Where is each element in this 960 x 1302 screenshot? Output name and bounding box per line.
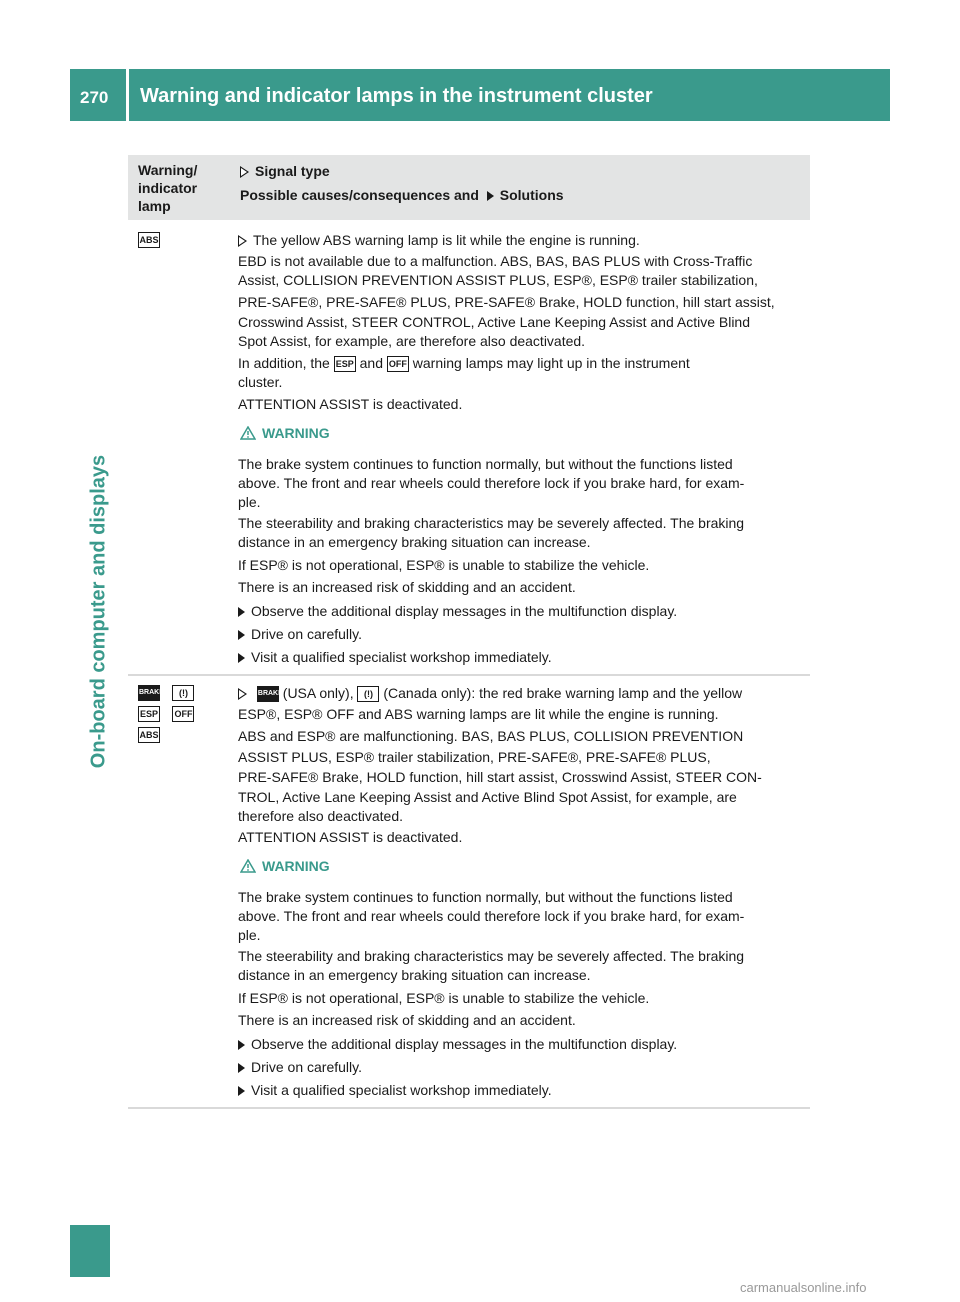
watermark: carmanualsonline.info [740, 1280, 867, 1295]
row1-bullet: Visit a qualified specialist workshop immediately. [238, 648, 810, 667]
row1-warning-line: If ESP® is not operational, ESP® is unable to stabilize the vehicle. [238, 557, 650, 573]
esp-lamp-icon: ESP [334, 356, 356, 372]
row2-line: TROL, Active Lane Keeping Assist and Active Blind Spot Assist, for example, are [238, 789, 737, 805]
table-header-signal: Signal type [240, 163, 330, 179]
row1-line: PRE-SAFE®, PRE-SAFE® PLUS, PRE-SAFE® Brake, HOLD function, hill start assist, [238, 294, 775, 310]
row1-line: Crosswind Assist, STEER CONTROL, Active Lane Keeping Assist and Active Blind [238, 314, 750, 330]
row1-signal: The yellow ABS warning lamp is lit while the engine is running. [238, 231, 810, 250]
row1-addition: In addition, the ESP and OFF warning lamps may light up in the instrument [238, 355, 690, 371]
row2-line: therefore also deactivated. [238, 808, 403, 824]
bullet-arrow-icon [238, 1086, 245, 1096]
row2-warning-line: ple. [238, 927, 261, 943]
bullet-arrow-icon [238, 607, 245, 617]
esp-lamp-icon: ESP [138, 706, 160, 722]
row1-line: ATTENTION ASSIST is deactivated. [238, 396, 463, 412]
abs-lamp-icon: ABS [138, 232, 160, 248]
row2-line: ABS and ESP® are malfunctioning. BAS, BAS PLUS, COLLISION PREVENTION [238, 728, 744, 744]
row1-line: EBD is not available due to a malfunction. ABS, BAS, BAS PLUS with Cross-Traffic [238, 253, 753, 269]
signal-arrow-icon [240, 166, 249, 178]
row1-bullet: Observe the additional display messages in the multifunction display. [238, 602, 810, 621]
row1-lamp-icons [138, 231, 160, 249]
row2-line: PRE-SAFE® Brake, HOLD function, hill start assist, Crosswind Assist, STEER CON- [238, 769, 762, 785]
row1-warning-line: ple. [238, 494, 261, 510]
side-tab-label: On-board computer and displays [87, 454, 110, 769]
row1-line: Assist, COLLISION PREVENTION ASSIST PLUS, ESP®, ESP® trailer stabilization, [238, 272, 758, 288]
row1-line: Spot Assist, for example, are therefore also deactivated. [238, 333, 586, 349]
row2-line: ATTENTION ASSIST is deactivated. [238, 829, 463, 845]
row2-warning-line: The steerability and braking characteristics may be severely affected. The braking [238, 948, 745, 964]
row1-warning-line: The brake system continues to function normally, but without the functions listed [238, 456, 733, 472]
page-title: Warning and indicator lamps in the instrument cluster [140, 85, 653, 107]
esp-off-lamp-icon: OFF [387, 356, 409, 372]
row2-warning-line: There is an increased risk of skidding and an accident. [238, 1012, 576, 1028]
table-header-lamp: Warning/ indicator lamp [138, 162, 198, 214]
row1-line: cluster. [238, 374, 283, 390]
abs-lamp-icon: ABS [138, 727, 160, 743]
bullet-arrow-icon [238, 653, 245, 663]
row2-bullet: Observe the additional display messages in the multifunction display. [238, 1035, 810, 1054]
brake-circle-lamp-icon: (!) [357, 686, 379, 702]
row2-warning-line: above. The front and rear wheels could therefore lock if you brake hard, for exam- [238, 908, 745, 924]
bullet-arrow-icon [238, 1063, 245, 1073]
row-divider [128, 674, 810, 676]
bullet-arrow-icon [238, 1040, 245, 1050]
row2-warning-line: distance in an emergency braking situation can increase. [238, 967, 591, 983]
brake-lamp-icon: BRAKE [257, 686, 279, 702]
row2-bullet: Drive on carefully. [238, 1058, 810, 1077]
row2-warning-line: If ESP® is not operational, ESP® is unable to stabilize the vehicle. [238, 990, 650, 1006]
solution-arrow-icon [487, 191, 494, 201]
row1-warning-title: WARNING [240, 425, 330, 441]
row2-lamp-icons [138, 684, 194, 744]
row1-warning-line: There is an increased risk of skidding and an accident. [238, 579, 576, 595]
row2-signal: BRAKE (USA only), (!) (Canada only): the red brake warning lamp and the yellow [238, 684, 810, 703]
row2-warning-line: The brake system continues to function normally, but without the functions listed [238, 889, 733, 905]
brake-circle-lamp-icon: (!) [172, 685, 194, 701]
table-header-causes: Possible causes/consequences and Solutions [240, 187, 564, 203]
brake-lamp-icon: BRAKE [138, 685, 160, 701]
row1-warning-line: distance in an emergency braking situation can increase. [238, 534, 591, 550]
row1-bullet: Drive on carefully. [238, 625, 810, 644]
row1-warning-line: above. The front and rear wheels could therefore lock if you brake hard, for exam- [238, 475, 745, 491]
bullet-arrow-icon [238, 630, 245, 640]
row2-bullet: Visit a qualified specialist workshop immediately. [238, 1081, 810, 1100]
row1-warning-line: The steerability and braking characteristics may be severely affected. The braking [238, 515, 745, 531]
row-divider [128, 1107, 810, 1109]
row2-line: ASSIST PLUS, ESP® trailer stabilization, PRE-SAFE®, PRE-SAFE® PLUS, [238, 749, 711, 765]
signal-arrow-icon [238, 235, 247, 247]
signal-arrow-icon [238, 688, 247, 700]
esp-off-lamp-icon: OFF [172, 706, 194, 722]
side-tab-marker [70, 1225, 110, 1277]
row2-line: ESP®, ESP® OFF and ABS warning lamps are lit while the engine is running. [238, 706, 719, 722]
header-divider [126, 69, 129, 121]
warning-triangle-icon [240, 859, 256, 873]
row2-warning-title: WARNING [240, 858, 330, 874]
warning-triangle-icon [240, 426, 256, 440]
page-number: 270 [80, 88, 109, 107]
